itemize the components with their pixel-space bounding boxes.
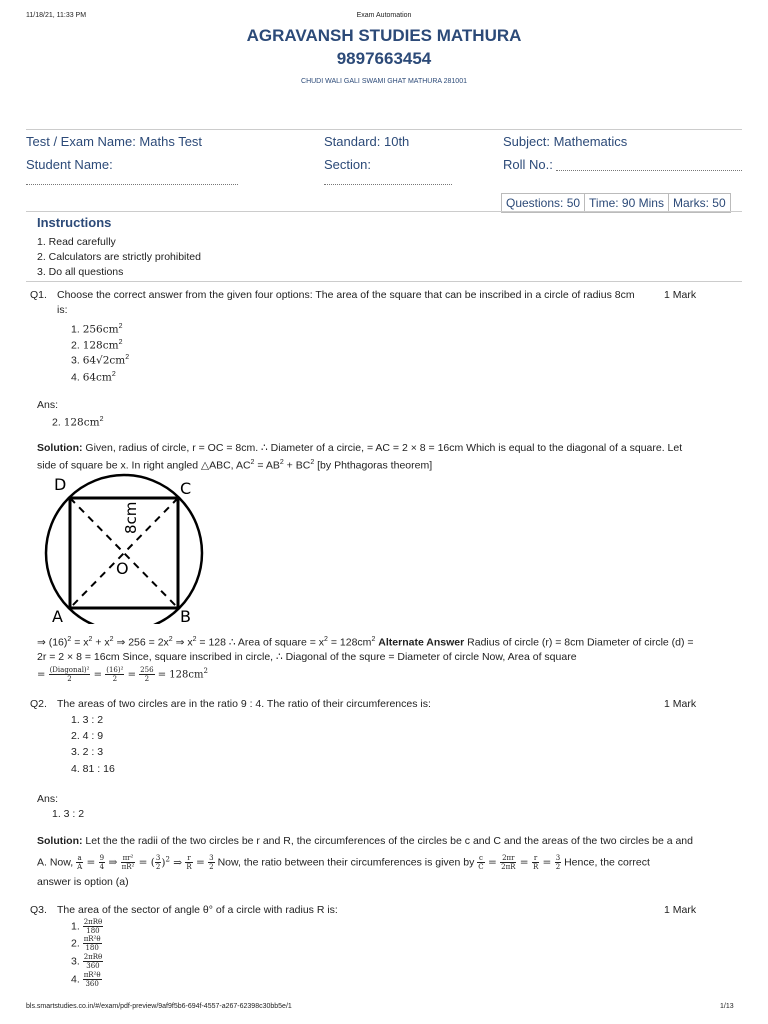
instructions-title: Instructions bbox=[37, 215, 112, 230]
q1-text: Choose the correct answer from the given four options: The area of the square that can be inscribed in a circle of radius 8cm bbox=[57, 289, 635, 301]
q1-ans-label: Ans: bbox=[37, 399, 59, 411]
divider bbox=[26, 129, 742, 130]
label-radius: 8cm bbox=[122, 501, 140, 534]
exam-meta bbox=[501, 193, 731, 213]
instruction-item: 1. Read carefully bbox=[37, 236, 116, 248]
instruction-item: 3. Do all questions bbox=[37, 266, 124, 278]
q1-answer: 2. $128cm^2$ bbox=[52, 416, 104, 429]
section-label: Section: bbox=[324, 157, 371, 172]
q3-option: 4. $\frac{\text{πR²θ}}{360}$ bbox=[71, 971, 101, 988]
label-o: O bbox=[116, 559, 129, 578]
page-number: 1/13 bbox=[720, 1003, 734, 1010]
roll-no-field bbox=[556, 169, 742, 171]
q3-text: The area of the sector of angle θ° of a circle with radius R is: bbox=[57, 904, 338, 916]
divider bbox=[26, 281, 742, 282]
instruction-item: 2. Calculators are strictly prohibited bbox=[37, 251, 201, 263]
q1-solution-line3: ⇒ $(16)^2 = x^2 + x^2$ ⇒ $256 = 2x^2$ ⇒ $x^2 = 128$ ∴ Area of square = $x^2 = 128cm^2$ Alternate Answer Radius of circle (r) = 8cm Diameter of circle (d) = bbox=[37, 636, 694, 649]
q2-option: 2. 4 : 9 bbox=[71, 730, 104, 742]
subject: Subject: Mathematics bbox=[503, 134, 628, 149]
q2-ans-label: Ans: bbox=[37, 793, 59, 805]
student-name-field bbox=[26, 183, 238, 185]
time-limit: Time: 90 Mins bbox=[585, 194, 669, 212]
q1-text-cont: is: bbox=[57, 304, 68, 316]
q1-number: Q1. bbox=[30, 289, 47, 301]
print-url[interactable]: bls.smartstudies.co.in/#/exam/pdf-preview/9af9f5b6-694f-4557-a267-62398c30bb5e/1 bbox=[26, 1003, 292, 1010]
label-d: D bbox=[54, 475, 67, 494]
q1-solution-line5: = $\frac{\text{(Diagonal)²}}{2}$ = $\frac{\text{(16)²}}{2}$ = $\frac{256}{2}$ = $128cm^2$ bbox=[37, 666, 208, 684]
q2-option: 3. 2 : 3 bbox=[71, 746, 104, 758]
q1-option: 2. $128cm^2$ bbox=[71, 339, 123, 352]
q2-mark: 1 Mark bbox=[664, 698, 697, 710]
q3-number: Q3. bbox=[30, 904, 47, 916]
print-datetime: 11/18/21, 11:33 PM bbox=[26, 12, 87, 19]
q1-mark: 1 Mark bbox=[664, 289, 697, 301]
q3-option: 1. $\frac{\text{2πRθ}}{180}$ bbox=[71, 918, 103, 935]
total-marks: Marks: 50 bbox=[672, 196, 726, 210]
standard: Standard: 10th bbox=[324, 134, 410, 149]
q2-option: 4. 81 : 16 bbox=[71, 763, 115, 775]
divider bbox=[26, 211, 742, 212]
q1-option: 4. $64cm^2$ bbox=[71, 371, 116, 384]
label-b: B bbox=[180, 607, 191, 624]
circle-square-figure bbox=[30, 472, 220, 624]
q2-solution-line1: Solution: Let the the radii of the two circles be r and R, the circumferences of the circles be c and C and the areas of the two circles be a and bbox=[37, 835, 693, 847]
label-a: A bbox=[52, 607, 63, 624]
q1-solution-line2: side of square be x. In right angled △ABC, $AC^2 = AB^2 + BC^2$ [by Phthagoras theorem] bbox=[37, 459, 433, 472]
questions-count: Questions: 50 bbox=[502, 194, 585, 212]
q2-answer: 1. 3 : 2 bbox=[52, 808, 85, 820]
q2-solution-line2: A. Now, $\frac{a}{A}$ = $\frac{9}{4}$ ⇒ $\frac{\text{πr²}}{\text{πR²}}$ = ( $\frac{3}{2}$ )$^2$ ⇒ $\frac{r}{R}$ = $\frac{3}{2}$ Now, the ratio between their circumferences is given by $\frac{c}{C}$ = $\frac{2\pi r}{2\pi R}$ = $\frac{r}{R}$ = $\frac{3}{2}$ Hence, the correct bbox=[37, 854, 650, 872]
label-c: C bbox=[180, 479, 192, 498]
q2-text: The areas of two circles are in the ratio 9 : 4. The ratio of their circumferences is: bbox=[57, 698, 431, 710]
q3-option: 2. $\frac{\text{πR²θ}}{180}$ bbox=[71, 935, 101, 952]
q3-mark: 1 Mark bbox=[664, 904, 697, 916]
q1-solution-line1: Solution: Given, radius of circle, r = OC = 8cm. ∴ Diameter of a circie, = AC = 2 × 8 = 16cm Which is equal to the diagonal of a square. Let bbox=[37, 442, 683, 454]
q2-option: 1. 3 : 2 bbox=[71, 714, 104, 726]
q2-solution-line3: answer is option (a) bbox=[37, 876, 129, 888]
institute-phone: 9897663454 bbox=[336, 49, 432, 68]
test-name: Test / Exam Name: Maths Test bbox=[26, 134, 203, 149]
roll-no-label: Roll No.: bbox=[503, 157, 553, 172]
section-field bbox=[324, 183, 452, 185]
student-name-label: Student Name: bbox=[26, 157, 113, 172]
q1-solution-line4: 2r = 2 × 8 = 16cm Since, square inscribed in circle, ∴ Diagonal of the squre = Diameter of circle Now, Area of square bbox=[37, 651, 577, 663]
institute-address: CHUDI WALI GALI SWAMI GHAT MATHURA 281001 bbox=[301, 78, 467, 85]
q1-option: 3. $64√2cm^2$ bbox=[71, 354, 130, 367]
print-title: Exam Automation bbox=[356, 12, 412, 19]
q3-option: 3. $\frac{\text{2πRθ}}{360}$ bbox=[71, 953, 103, 970]
q2-number: Q2. bbox=[30, 698, 47, 710]
q1-option: 1. $256cm^2$ bbox=[71, 323, 123, 336]
institute-name: AGRAVANSH STUDIES MATHURA bbox=[246, 26, 522, 45]
